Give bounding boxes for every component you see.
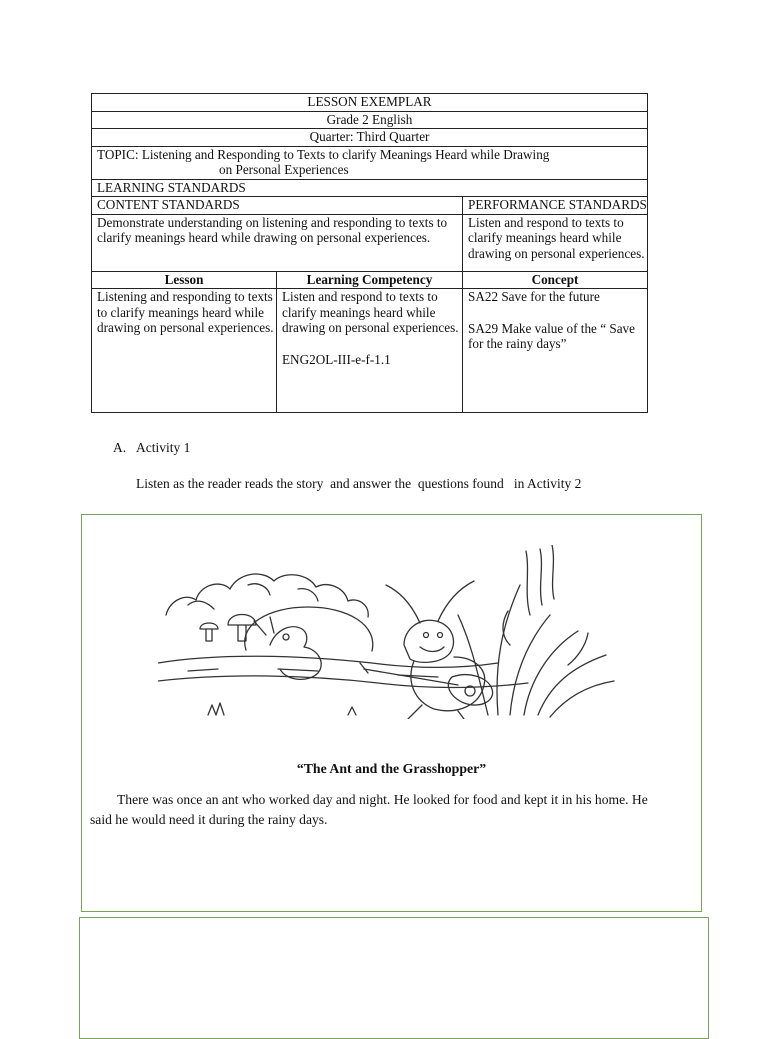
activity-instruction: Listen as the reader reads the story and answer the questions found in Activity 2 (136, 476, 582, 491)
concept-column-header: Concept (463, 271, 648, 289)
lesson-exemplar-table (91, 93, 648, 413)
quarter-label: Quarter: Third Quarter (92, 129, 648, 147)
activity-label: Activity 1 (136, 440, 191, 455)
concept-item-2: SA29 Make value of the “ Save for the rainy days” (468, 320, 635, 351)
activity-letter: A. (113, 440, 127, 455)
story-box (81, 514, 702, 912)
content-standards-label: CONTENT STANDARDS (92, 197, 463, 215)
story-text: There was once an ant who worked day and night. He looked for food and kept it in his home. He said he would need it during the rainy days. (90, 792, 648, 827)
lesson-column-header: Lesson (92, 271, 277, 289)
competency-code: ENG2OL-III-e-f-1.1 (282, 351, 391, 367)
grade-label: Grade 2 English (92, 111, 648, 129)
concept-cell (463, 289, 648, 413)
activity-box (79, 917, 709, 1039)
competency-column-header: Learning Competency (277, 271, 463, 289)
competency-cell (277, 289, 463, 413)
topic-line-1: TOPIC: Listening and Responding to Texts to clarify Meanings Heard while Drawing (97, 146, 550, 162)
activity-heading (113, 440, 190, 456)
performance-standards-text: Listen and respond to texts to clarify meanings heard while drawing on personal experiences. (463, 214, 648, 271)
topic-cell (92, 146, 648, 179)
story-title: “The Ant and the Grasshopper” (296, 761, 487, 776)
learning-standards-heading: LEARNING STANDARDS (92, 179, 648, 197)
concept-item-1: SA22 Save for the future (468, 289, 600, 304)
exemplar-title: LESSON EXEMPLAR (92, 94, 648, 112)
topic-line-2: on Personal Experiences (219, 162, 349, 177)
lesson-cell: Listening and responding to texts to clarify meanings heard while drawing on personal experiences. (92, 289, 277, 413)
content-standards-text: Demonstrate understanding on listening and responding to texts to clarify meanings heard while drawing on personal experiences. (92, 214, 463, 271)
competency-text: Listen and respond to texts to clarify meanings heard while drawing on personal experiences. (282, 289, 459, 335)
performance-standards-label: PERFORMANCE STANDARDS (463, 197, 648, 215)
ant-grasshopper-illustration (158, 545, 616, 719)
